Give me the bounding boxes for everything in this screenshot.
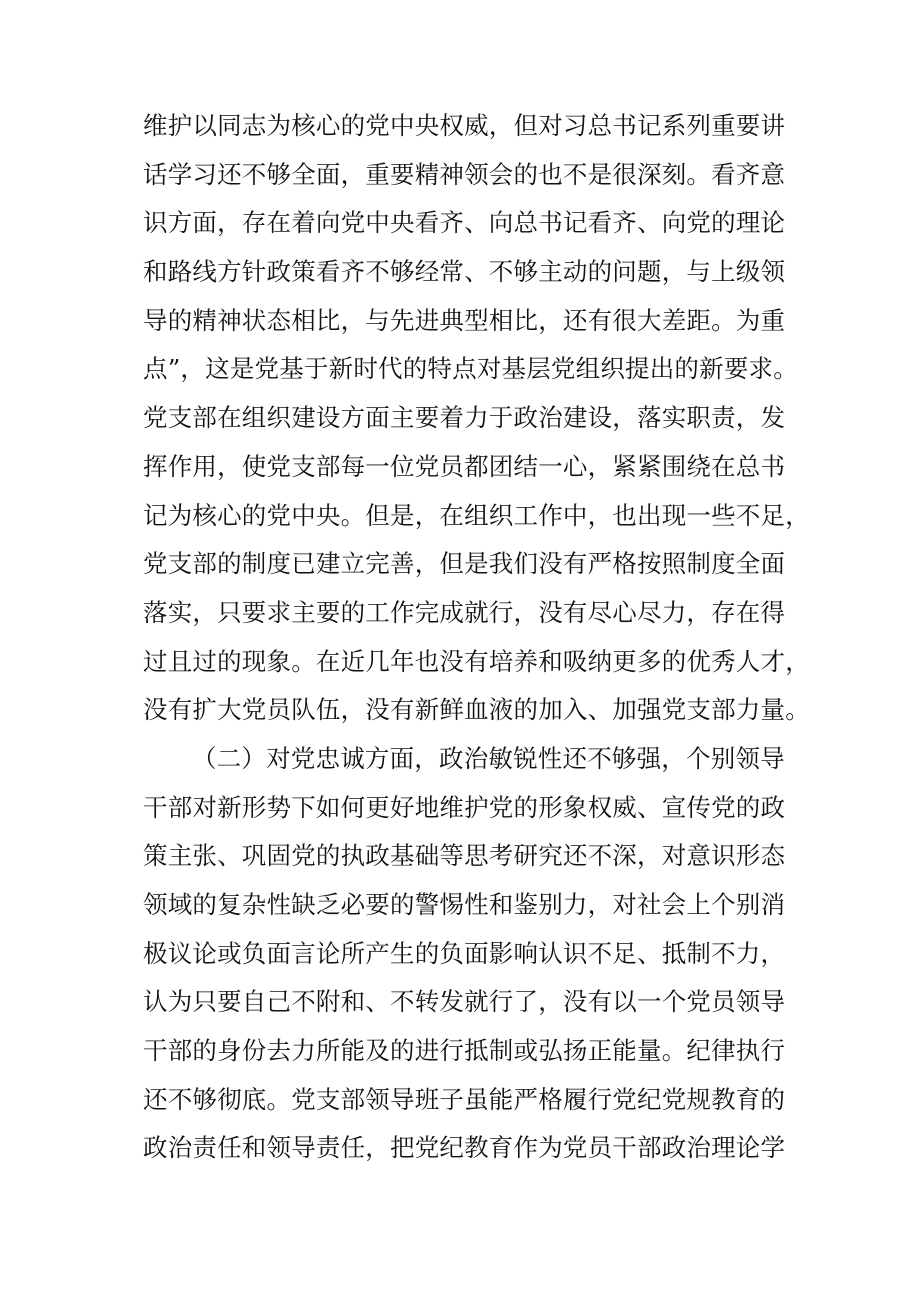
text-line: 点”，这是党基于新时代的特点对基层党组织提出的新要求。 [143, 354, 798, 384]
text-line: 党支部的制度已建立完善，但是我们没有严格按照制度全面 [143, 549, 786, 579]
text-line: 策主张、巩固党的执政基础等思考研究还不深，对意识形态 [143, 841, 786, 871]
text-line: 导的精神状态相比，与先进典型相比，还有很大差距。为重 [143, 305, 786, 335]
paragraph-start-line: （二）对党忠诚方面，政治敏锐性还不够强，个别领导 [192, 743, 785, 773]
text-line: 没有扩大党员队伍，没有新鲜血液的加入、加强党支部力量。 [143, 695, 810, 725]
text-line: 领域的复杂性缺乏必要的警惕性和鉴别力，对社会上个别消 [143, 890, 786, 919]
text-line: 极议论或负面言论所产生的负面影响认识不足、抵制不力， [143, 938, 786, 968]
text-line: 党支部在组织建设方面主要着力于政治建设，落实职责，发 [143, 403, 786, 433]
text-line: 政治责任和领导责任，把党纪教育作为党员干部政治理论学 [143, 1133, 786, 1163]
text-line: 识方面，存在着向党中央看齐、向总书记看齐、向党的理论 [143, 208, 786, 238]
text-line: 干部的身份去力所能及的进行抵制或弘扬正能量。纪律执行 [143, 1036, 786, 1066]
text-line: 过且过的现象。在近几年也没有培养和吸纳更多的优秀人才， [143, 646, 810, 676]
text-line: 还不够彻底。党支部领导班子虽能严格履行党纪党规教育的 [143, 1084, 786, 1114]
text-line: 落实，只要求主要的工作完成就行，没有尽心尽力，存在得 [143, 597, 786, 627]
document-body [143, 102, 810, 1173]
text-line: 话学习还不够全面，重要精神领会的也不是很深刻。看齐意 [143, 159, 786, 189]
text-line: 干部对新形势下如何更好地维护党的形象权威、宣传党的政 [143, 792, 786, 822]
text-line: 记为核心的党中央。但是，在组织工作中，也出现一些不足， [143, 500, 810, 530]
text-line: 维护以同志为核心的党中央权威，但对习总书记系列重要讲 [143, 111, 786, 140]
text-line: 和路线方针政策看齐不够经常、不够主动的问题，与上级领 [143, 257, 786, 287]
text-line: 认为只要自己不附和、不转发就行了，没有以一个党员领导 [143, 987, 786, 1017]
text-line: 挥作用，使党支部每一位党员都团结一心，紧紧围绕在总书 [143, 451, 786, 481]
